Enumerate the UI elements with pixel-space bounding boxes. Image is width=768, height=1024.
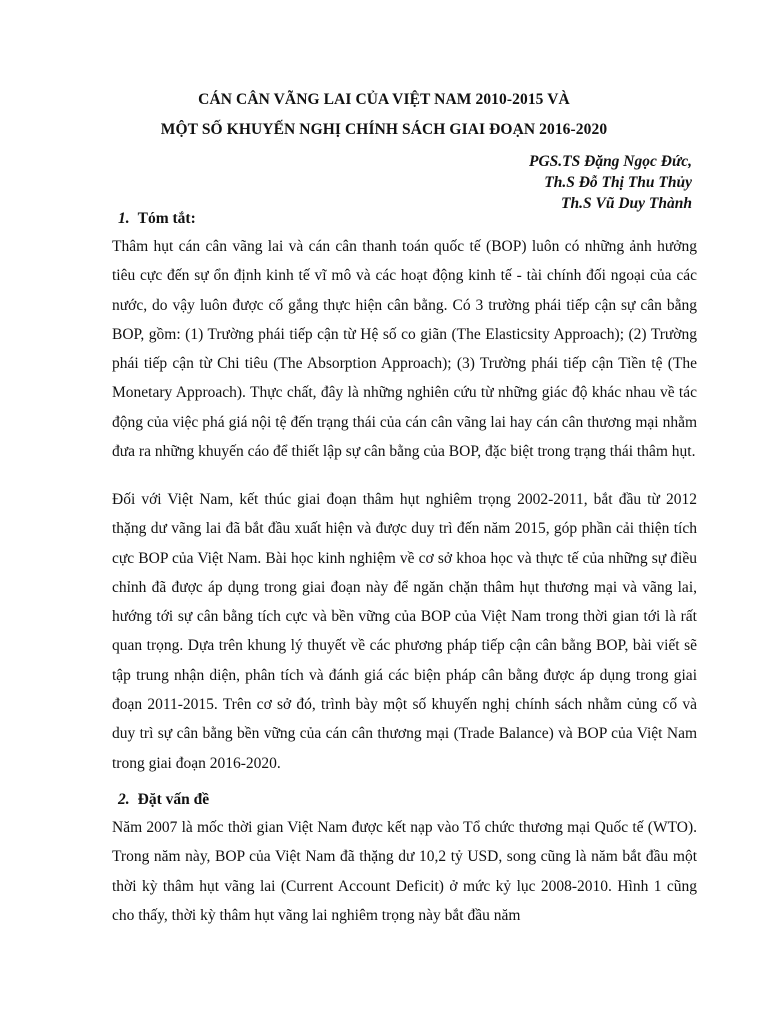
document-title-line-2: MỘT SỐ KHUYẾN NGHỊ CHÍNH SÁCH GIAI ĐOẠN 2016-2020	[160, 121, 608, 138]
author-2: Th.S Đỗ Thị Thu Thủy	[544, 174, 692, 191]
section-2-paragraph-1: Năm 2007 là mốc thời gian Việt Nam được kết nạp vào Tổ chức thương mại Quốc tế (WTO). Trong năm này, BOP của Việt Nam đã thặng dư 10,2 tỷ USD, song cũng là năm bắt đầu một thời kỳ thâm hụt vãng lai (Current Account Deficit) ở mức kỷ lục 2008-2010. Hình 1 cũng cho thấy, thời kỳ thâm hụt vãng lai nghiêm trọng này bắt đầu năm	[112, 819, 697, 924]
section-1-heading	[118, 210, 196, 228]
section-1-paragraph-2: Đối với Việt Nam, kết thúc giai đoạn thâm hụt nghiêm trọng 2002-2011, bắt đầu từ 2012 thặng dư vãng lai đã bắt đầu xuất hiện và được duy trì đến năm 2015, góp phần cải thiện tích cực BOP của Việt Nam. Bài học kinh nghiệm về cơ sở khoa học và thực tế của những sự điều chỉnh đã được áp dụng trong giai đoạn này để ngăn chặn thâm hụt thương mại và vãng lai, hướng tới sự cân bằng tích cực và bền vững của BOP của Việt Nam trong thời gian tới là rất quan trọng. Dựa trên khung lý thuyết về các phương pháp tiếp cận cân bằng BOP, bài viết sẽ tập trung nhận diện, phân tích và đánh giá các biện pháp cân bằng được áp dụng trong giai đoạn 2011-2015. Trên cơ sở đó, trình bày một số khuyến nghị chính sách nhằm củng cố và duy trì sự cân bằng bền vững của cán cân thương mại (Trade Balance) và BOP của Việt Nam trong giai đoạn 2016-2020.	[112, 491, 697, 772]
section-1-title: Tóm tắt:	[137, 210, 196, 227]
section-2-heading	[118, 791, 209, 809]
section-2-number: 2.	[118, 791, 130, 808]
section-2-title: Đặt vấn đề	[137, 791, 210, 808]
document-title-line-1: CÁN CÂN VÃNG LAI CỦA VIỆT NAM 2010-2015 VÀ	[198, 91, 570, 108]
section-1-paragraph-1: Thâm hụt cán cân vãng lai và cán cân thanh toán quốc tế (BOP) luôn có những ảnh hưởng tiêu cực đến sự ổn định kinh tế vĩ mô và các hoạt động kinh tế - tài chính đối ngoại của các nước, do vậy luôn được cố gắng thực hiện cân bằng. Có 3 trường phái tiếp cận sự cân bằng BOP, gồm: (1) Trường phái tiếp cận từ Hệ số co giãn (The Elasticsity Approach); (2) Trường phái tiếp cận từ Chi tiêu (The Absorption Approach); (3) Trường phái tiếp cận Tiền tệ (The Monetary Approach). Thực chất, đây là những nghiên cứu từ những giác độ khác nhau về tác động của việc phá giá nội tệ đến trạng thái của cán cân vãng lai hay cán cân thương mại nhằm đưa ra những khuyến cáo để thiết lập sự cân bằng của BOP, đặc biệt trong trạng thái thâm hụt.	[112, 238, 697, 461]
author-3: Th.S Vũ Duy Thành	[561, 195, 692, 212]
section-1-number: 1.	[118, 210, 130, 227]
author-list	[529, 151, 692, 214]
author-1: PGS.TS Đặng Ngọc Đức,	[529, 153, 692, 170]
